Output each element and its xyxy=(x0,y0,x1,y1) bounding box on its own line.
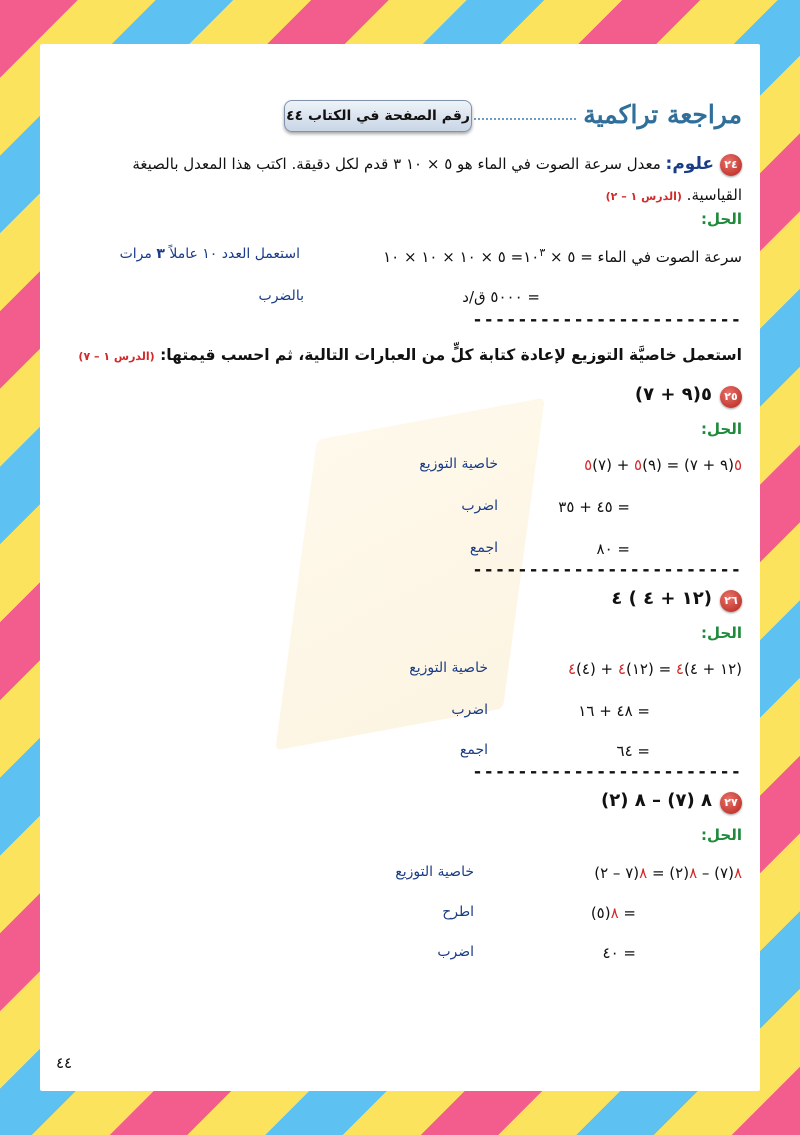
solution-label: الحل: xyxy=(701,624,742,642)
step-note: اجمع xyxy=(469,540,498,556)
separator: ------------------------ xyxy=(472,560,742,580)
expr: = xyxy=(618,904,636,922)
factor: ٤ xyxy=(617,660,626,678)
q24-step2-note: بالضرب xyxy=(258,288,304,304)
q26-line1 xyxy=(568,660,742,678)
step-note: اضرب xyxy=(437,944,474,960)
q24-step1 xyxy=(383,246,742,266)
question-number-badge: ٢٥ xyxy=(720,386,742,408)
lesson-reference: (الدرس ١ – ٢) xyxy=(605,190,682,203)
question-26-expression: (١٢ + ٤ ) ٤ xyxy=(611,588,712,609)
question-24-line2 xyxy=(606,186,742,204)
factor: ٥ xyxy=(634,456,643,474)
q24-step1-expr: سرعة الصوت في الماء = ٥ × ١٠ xyxy=(523,248,742,266)
question-number-badge: ٢٦ xyxy=(720,590,742,612)
solution-label: الحل: xyxy=(701,210,742,228)
q25-line1 xyxy=(584,456,742,474)
section-title: مراجعة تراكمية xyxy=(583,100,742,129)
factor: ٨ xyxy=(733,864,742,882)
q27-line3: = ٤٠ xyxy=(602,944,636,962)
factor: ٤ xyxy=(567,660,577,678)
q24-step1-rest: = ٥ × ١٠ × ١٠ × ١٠ xyxy=(383,248,524,266)
exponent: ٣ xyxy=(539,246,546,259)
expr: (٧) – xyxy=(697,864,734,882)
page-content xyxy=(40,44,760,1091)
factor: ٥ xyxy=(584,456,593,474)
factor: ٨ xyxy=(689,864,698,882)
step-note: خاصية التوزيع xyxy=(419,456,498,472)
q25-line2: = ٤٥ + ٣٥ xyxy=(558,498,630,516)
factor: ٤ xyxy=(675,660,684,678)
factor: ٥ xyxy=(733,456,742,474)
instruction-text: استعمل خاصيَّة التوزيع لإعادة كتابة كلٍّ من العبارات التالية، ثم احسب قيمتها: xyxy=(160,346,742,364)
note-count: ٣ xyxy=(156,246,165,262)
step-note: اطرح xyxy=(442,904,474,920)
q25-line3: = ٨٠ xyxy=(596,540,630,558)
question-24-text-end: القياسية. xyxy=(686,186,742,204)
step-note: خاصية التوزيع xyxy=(409,660,488,676)
book-page-reference-button[interactable]: رقم الصفحة في الكتاب ٤٤ xyxy=(284,100,472,132)
separator: ------------------------ xyxy=(472,762,742,782)
solution-label: الحل: xyxy=(701,420,742,438)
question-number-badge: ٢٤ xyxy=(720,154,742,176)
question-24-text: معدل سرعة الصوت في الماء هو ٥ × ١٠ ٣ قدم لكل دقيقة. اكتب هذا المعدل بالصيغة xyxy=(132,155,661,173)
factor: ٨ xyxy=(610,904,619,922)
question-24-line1 xyxy=(132,154,714,174)
step-note: اجمع xyxy=(459,742,488,758)
solution-label: الحل: xyxy=(701,826,742,844)
expr: + (٧) xyxy=(592,456,635,474)
q24-step1-note xyxy=(120,246,300,262)
q24-step2: = ٥٠٠٠ ق/د xyxy=(462,288,540,306)
question-25-expression: ٥(٩ + ٧) xyxy=(634,384,712,405)
note-text: استعمل العدد ١٠ عاملاً xyxy=(169,246,300,262)
expr: (١٢ + ٤) xyxy=(683,660,742,678)
step-note: خاصية التوزيع xyxy=(395,864,474,880)
expr: + (٤) xyxy=(576,660,618,678)
step-note: اضرب xyxy=(451,702,488,718)
page-number: ٤٤ xyxy=(56,1054,73,1072)
separator: ------------------------ xyxy=(472,310,742,330)
question-27-expression: ٨ (٧) – ٨ (٢) xyxy=(601,790,712,811)
instruction xyxy=(78,346,742,364)
q26-line2: = ٤٨ + ١٦ xyxy=(578,702,650,720)
question-number-badge: ٢٧ xyxy=(720,792,742,814)
title-dotted-line xyxy=(466,118,576,120)
q26-line3: = ٦٤ xyxy=(616,742,650,760)
expr: = (١٢) xyxy=(625,660,676,678)
note-text-end: مرات xyxy=(119,246,152,262)
q27-line2 xyxy=(591,904,636,922)
expr: (٧ – ٢) xyxy=(594,864,640,882)
expr: (٩ + ٧) = (٩) xyxy=(642,456,734,474)
expr: (٢) = xyxy=(647,864,690,882)
lesson-reference: (الدرس ١ – ٧) xyxy=(78,350,155,363)
subject-label: علوم: xyxy=(665,154,714,174)
expr: (٥) xyxy=(590,904,611,922)
q27-line1 xyxy=(594,864,742,882)
factor: ٨ xyxy=(639,864,648,882)
step-note: اضرب xyxy=(461,498,498,514)
